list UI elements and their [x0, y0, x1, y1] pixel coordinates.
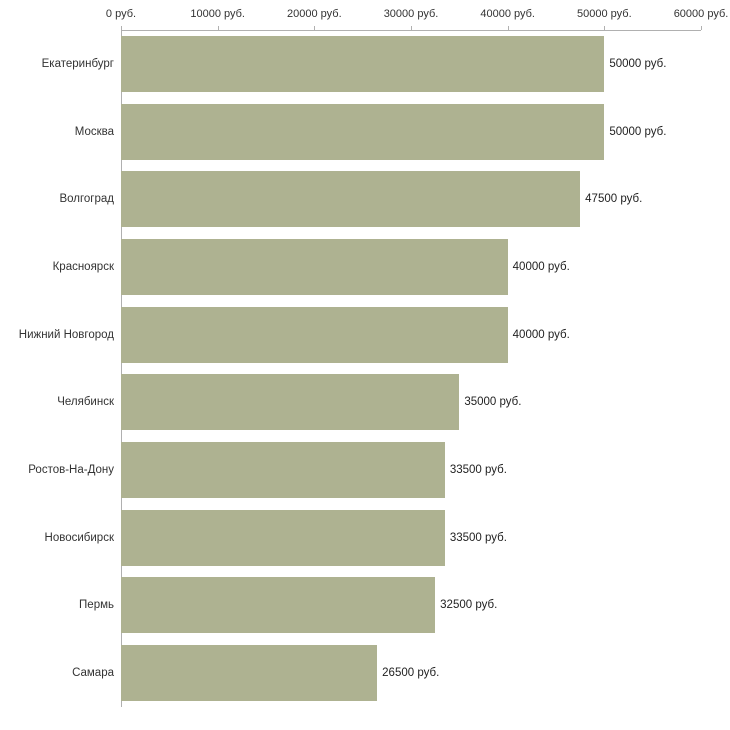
bar-row: [52, 239, 701, 295]
bar-row: [41, 36, 701, 92]
bar[interactable]: [121, 577, 435, 633]
bar-value-label: 40000 руб.: [512, 328, 570, 341]
x-tick-label: 30000 руб.: [383, 8, 439, 20]
bar-value-label: 33500 руб.: [449, 464, 507, 477]
plot-area: [18, 8, 729, 707]
category-label: Красноярск: [52, 260, 114, 273]
bar[interactable]: [121, 307, 508, 363]
category-label: Екатеринбург: [41, 57, 114, 70]
bar-row: [74, 104, 701, 160]
bar-row: [79, 577, 701, 633]
bar-row: [28, 442, 701, 498]
bar[interactable]: [121, 36, 604, 92]
x-tick-label: 0 руб.: [105, 8, 137, 20]
bar[interactable]: [121, 442, 445, 498]
category-label: Ростов-На-Дону: [28, 464, 114, 477]
bar-value-label: 47500 руб.: [585, 193, 643, 206]
bar-value-label: 33500 руб.: [449, 531, 507, 544]
category-label: Новосибирск: [44, 531, 114, 544]
bar[interactable]: [121, 171, 580, 227]
category-label: Самара: [72, 667, 114, 680]
category-label: Нижний Новгород: [18, 328, 114, 341]
bar-value-label: 50000 руб.: [609, 125, 667, 138]
x-tick-label: 20000 руб.: [287, 8, 342, 20]
bar-value-label: 40000 руб.: [512, 260, 570, 273]
bar[interactable]: [121, 510, 445, 566]
category-label: Пермь: [79, 599, 114, 612]
category-label: Москва: [74, 125, 114, 138]
bar[interactable]: [121, 239, 508, 295]
category-label: Челябинск: [57, 396, 114, 409]
x-tick-label: 60000 руб.: [673, 8, 729, 20]
bar-row: [72, 645, 701, 701]
bar-rows: [18, 30, 701, 707]
bar-row: [59, 171, 701, 227]
bar[interactable]: [121, 645, 377, 701]
x-tick-label: 40000 руб.: [480, 8, 535, 20]
x-tick-mark: [701, 26, 702, 30]
bar-value-label: 35000 руб.: [464, 396, 522, 409]
bar-row: [44, 510, 701, 566]
category-label: Волгоград: [59, 193, 114, 206]
x-tick-label: 10000 руб.: [190, 8, 245, 20]
x-tick-label: 50000 руб.: [577, 8, 632, 20]
bar-row: [57, 374, 701, 430]
bar-value-label: 32500 руб.: [440, 599, 498, 612]
bar[interactable]: [121, 104, 604, 160]
bar-value-label: 50000 руб.: [609, 57, 667, 70]
bar[interactable]: [121, 374, 459, 430]
bar-row: [18, 307, 701, 363]
bar-value-label: 26500 руб.: [382, 667, 440, 680]
